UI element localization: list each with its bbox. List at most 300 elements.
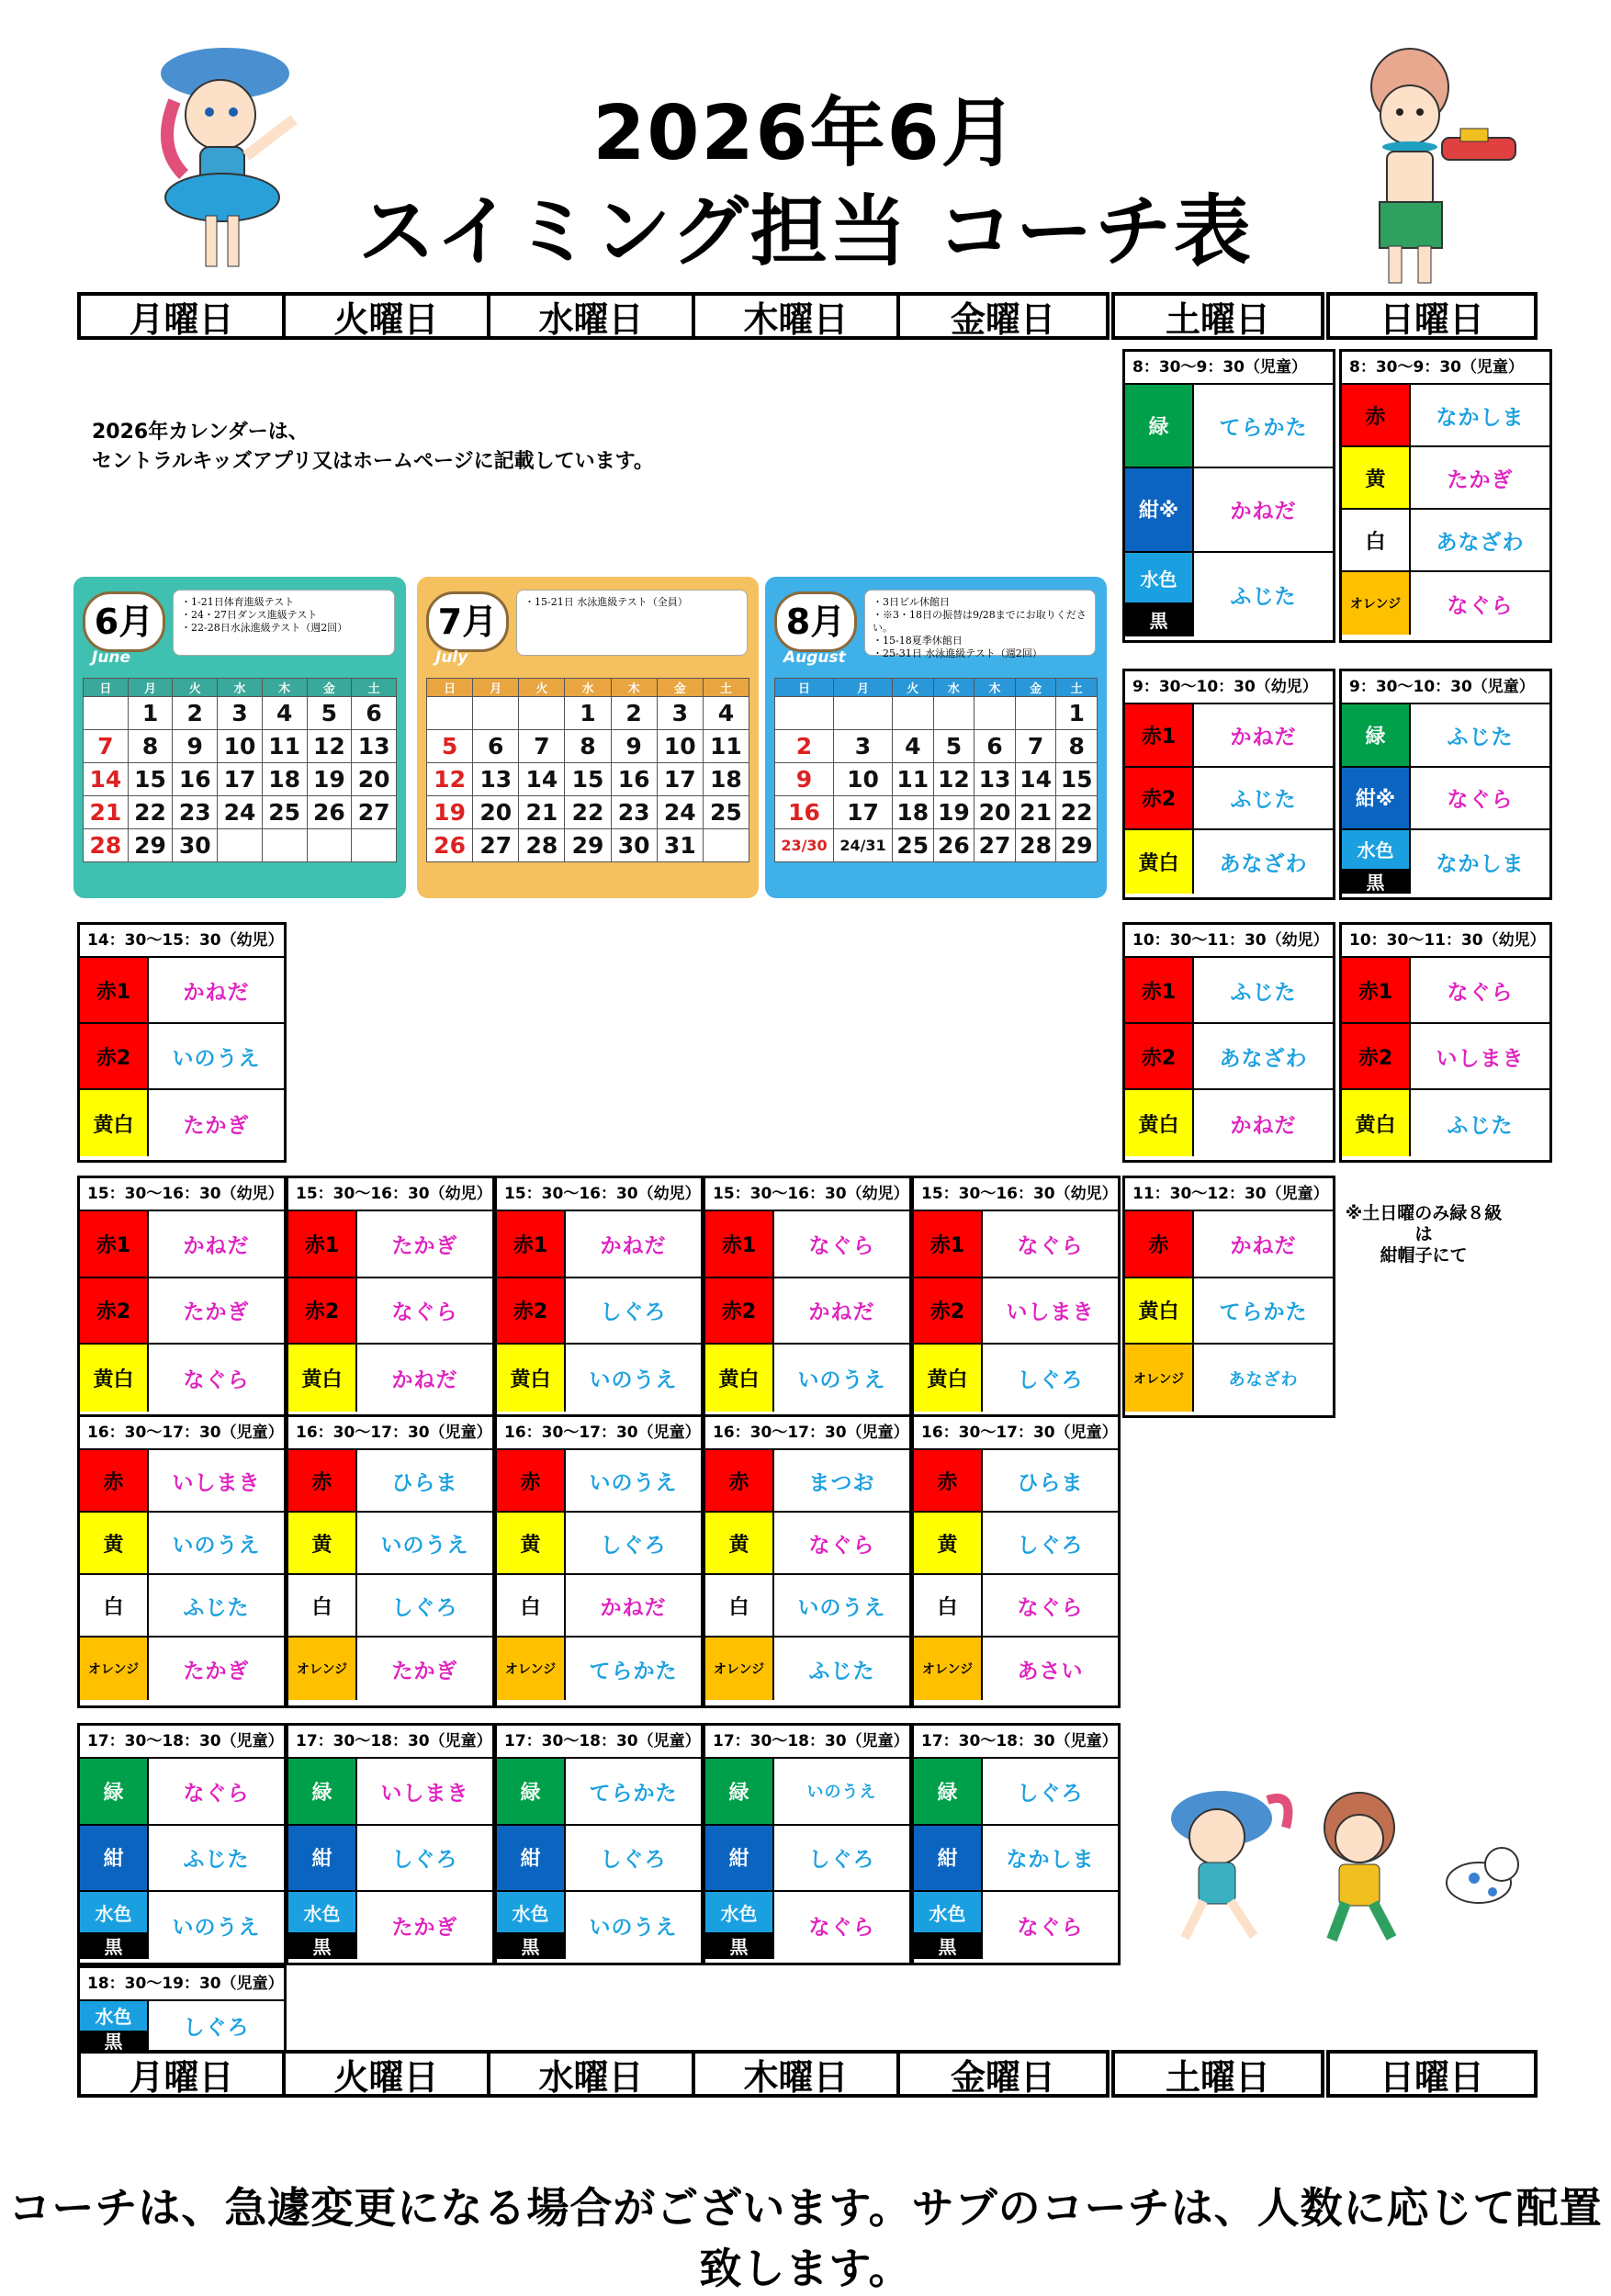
calendar-day: 28 — [84, 829, 129, 862]
calendar-day: 3 — [834, 730, 893, 763]
class-row — [1125, 1090, 1333, 1156]
level-badge: オレンジ — [705, 1638, 772, 1700]
coach-name: なかしま — [1436, 405, 1525, 430]
level-badge: 赤1 — [1125, 958, 1192, 1022]
calendar-note: 2026年カレンダーは、 セントラルキッズアプリ又はホームページに記載しています。 — [92, 421, 654, 473]
coach-name: ふじた — [183, 1848, 250, 1873]
slot-sat-1030 — [1122, 922, 1335, 1163]
level-cell — [80, 1759, 149, 1824]
calendar-day: 13 — [974, 763, 1016, 796]
level-badge: 赤2 — [288, 1278, 355, 1344]
class-row — [1342, 1090, 1549, 1156]
calendar-day: 8 — [1056, 730, 1098, 763]
coach-name: なぐら — [1447, 980, 1514, 1005]
calendar-day — [834, 697, 893, 730]
level-cell — [1342, 830, 1411, 894]
calendar-day: 1 — [128, 697, 173, 730]
calendar-day: 9 — [611, 730, 657, 763]
calendar-day: 14 — [1015, 763, 1056, 796]
coach-name: なぐら — [1017, 1595, 1084, 1620]
level-badge: 白 — [80, 1575, 147, 1636]
coach-name: てらかた — [1219, 416, 1308, 441]
level-cell — [914, 1278, 983, 1344]
level-badge: 紺 — [288, 1826, 355, 1891]
coach-name: いのうえ — [806, 1783, 877, 1803]
class-row — [914, 1345, 1118, 1412]
calendar-day: 18 — [262, 763, 307, 796]
level-badge: 黄白 — [1125, 1090, 1192, 1156]
class-row — [1342, 447, 1549, 510]
class-row — [497, 1575, 701, 1638]
level-badge: 緑 — [288, 1759, 355, 1824]
level-cell — [1125, 385, 1194, 467]
class-row — [705, 1450, 909, 1513]
calendar-day: 2 — [611, 697, 657, 730]
slot-fri-1530 — [911, 1176, 1121, 1418]
level-badge: 黄 — [705, 1513, 772, 1573]
coach-name: いしまき — [1006, 1300, 1095, 1325]
level-cell — [80, 958, 149, 1022]
slot-mon-1530 — [77, 1176, 287, 1418]
class-row — [80, 2001, 284, 2053]
level-badge: オレンジ — [1342, 572, 1409, 635]
level-badge: 紺 — [497, 1826, 564, 1891]
slot-wed-1530 — [494, 1176, 704, 1418]
class-row — [914, 1211, 1118, 1278]
slot-tue-1530 — [286, 1176, 495, 1418]
level-cell — [1125, 958, 1194, 1022]
day-thursday: 木曜日 — [692, 2050, 900, 2098]
class-row — [705, 1575, 909, 1638]
level-cell — [497, 1638, 566, 1700]
calendar-day: 8 — [128, 730, 173, 763]
coach-name: あさい — [1017, 1659, 1084, 1683]
calendar-day: 7 — [84, 730, 129, 763]
calendar-day — [893, 697, 934, 730]
coach-name: たかぎ — [391, 1916, 458, 1941]
calendar-month-label: 6月 — [83, 591, 165, 652]
level-cell — [288, 1892, 357, 1959]
coach-name: あなざわ — [1219, 852, 1308, 877]
calendar-day: 29 — [128, 829, 173, 862]
level-badge: 赤 — [705, 1450, 772, 1511]
coach-name: かねだ — [600, 1233, 667, 1258]
level-cell — [288, 1345, 357, 1412]
class-row — [1342, 768, 1549, 831]
calendar-day: 10 — [218, 730, 263, 763]
level-badge: 黒 — [1125, 602, 1192, 636]
class-row — [1342, 704, 1549, 768]
level-badge: 白 — [914, 1575, 981, 1636]
level-badge: 黄白 — [80, 1345, 147, 1412]
coach-name: たかぎ — [1447, 467, 1514, 492]
level-badge: オレンジ — [914, 1638, 981, 1700]
day-tuesday: 火曜日 — [282, 2050, 490, 2098]
class-row — [497, 1211, 701, 1278]
calendar-day: 5 — [933, 730, 974, 763]
coach-name: しぐろ — [391, 1595, 458, 1620]
level-cell — [705, 1638, 774, 1700]
coach-name: いのうえ — [589, 1368, 678, 1393]
coach-name: かねだ — [1230, 1233, 1297, 1258]
class-row — [914, 1278, 1118, 1345]
level-cell — [1125, 1278, 1194, 1344]
class-row — [1342, 572, 1549, 635]
calendar-day: 6 — [473, 730, 519, 763]
level-badge: 黒 — [705, 1932, 772, 1959]
calendar-day: 9 — [173, 730, 218, 763]
calendar-day: 7 — [519, 730, 565, 763]
class-row — [497, 1345, 701, 1412]
calendar-day: 14 — [84, 763, 129, 796]
coach-name: てらかた — [589, 1781, 678, 1806]
class-row — [80, 958, 284, 1024]
level-cell — [497, 1826, 566, 1891]
calendar-day: 24/31 — [834, 829, 893, 862]
slot-time: 10：30〜11：30（幼児） — [1125, 925, 1333, 958]
class-row — [80, 1759, 284, 1826]
coach-name: かねだ — [183, 980, 250, 1005]
calendar-day — [352, 829, 397, 862]
coach-name: しぐろ — [391, 1848, 458, 1873]
level-badge: 緑 — [705, 1759, 772, 1824]
dolphin-girl-mascot-icon — [138, 37, 312, 285]
level-cell — [914, 1513, 983, 1573]
level-badge: オレンジ — [288, 1638, 355, 1700]
calendar-day: 16 — [775, 796, 834, 829]
coach-name: いのうえ — [797, 1595, 886, 1620]
class-row — [914, 1513, 1118, 1575]
class-row — [497, 1513, 701, 1575]
level-cell — [914, 1759, 983, 1824]
coach-name: たかぎ — [183, 1300, 250, 1325]
calendar-day — [473, 697, 519, 730]
calendar-day — [1015, 697, 1056, 730]
calendar-day: 23 — [611, 796, 657, 829]
level-cell — [80, 1278, 149, 1344]
level-badge: 黄 — [1342, 447, 1409, 508]
level-cell — [288, 1513, 357, 1573]
class-row — [705, 1892, 909, 1959]
calendar-day: 6 — [974, 730, 1016, 763]
slot-time: 17：30〜18：30（児童） — [288, 1726, 492, 1759]
coach-name: いのうえ — [589, 1470, 678, 1495]
calendar-day: 11 — [893, 763, 934, 796]
coach-name: ふじた — [1447, 1113, 1514, 1138]
level-cell — [1125, 1090, 1194, 1156]
slot-wed-1630 — [494, 1414, 704, 1708]
level-badge: 緑 — [80, 1759, 147, 1824]
level-cell — [497, 1513, 566, 1573]
class-row — [1342, 385, 1549, 447]
class-row — [1125, 1345, 1333, 1412]
coach-name: しぐろ — [1017, 1533, 1084, 1558]
level-badge: 赤2 — [705, 1278, 772, 1344]
class-row — [80, 1345, 284, 1412]
calendar-day: 30 — [173, 829, 218, 862]
coach-name: かねだ — [1230, 1113, 1297, 1138]
calendar-month-6 — [73, 577, 406, 898]
footer-notice: コーチは、急遽変更になる場合がございます。サブのコーチは、人数に応じて配置致します。 — [8, 2183, 1603, 2293]
slot-sun-0830 — [1339, 349, 1552, 643]
class-row — [288, 1278, 492, 1345]
class-row — [1342, 830, 1549, 894]
slot-time: 17：30〜18：30（児童） — [80, 1726, 284, 1759]
calendar-day: 19 — [933, 796, 974, 829]
monkey-boy-mascot-icon — [1323, 37, 1534, 294]
calendar-day: 10 — [834, 763, 893, 796]
calendar-day: 2 — [775, 730, 834, 763]
coach-name: いのうえ — [172, 1533, 261, 1558]
level-badge: 紺※ — [1125, 468, 1192, 550]
calendar-day — [933, 697, 974, 730]
level-cell — [1342, 447, 1411, 508]
calendar-grid: 日 月 火 水 木 金 土 1 2 3 4 5 6 7 8 9 10 11 12 13 14 15 16 17 18 19 20 21 22 23/30 24/31 25 26 27 28 29 — [774, 678, 1098, 862]
coach-name: いのうえ — [380, 1533, 469, 1558]
slot-mon-1830 — [77, 1965, 287, 2053]
calendar-month-label: 8月 — [774, 591, 857, 652]
slot-time: 15：30〜16：30（幼児） — [288, 1178, 492, 1211]
calendar-day — [775, 697, 834, 730]
class-row — [1125, 553, 1333, 636]
calendar-day: 22 — [565, 796, 611, 829]
level-badge: 水色 — [497, 1892, 564, 1932]
calendar-day: 13 — [352, 730, 397, 763]
calendar-day: 26 — [933, 829, 974, 862]
coach-name: ふじた — [183, 1595, 250, 1620]
slot-time: 16：30〜17：30（児童） — [914, 1417, 1118, 1450]
level-cell — [497, 1211, 566, 1277]
slot-mon-1430 — [77, 922, 287, 1163]
level-badge: オレンジ — [1125, 1345, 1192, 1412]
level-cell — [1342, 1024, 1411, 1088]
class-row — [497, 1892, 701, 1959]
slot-time: 17：30〜18：30（児童） — [497, 1726, 701, 1759]
class-row — [1342, 958, 1549, 1024]
level-cell — [497, 1759, 566, 1824]
slot-sat-0930 — [1122, 669, 1335, 900]
level-cell — [80, 1450, 149, 1511]
calendar-month-7 — [417, 577, 759, 898]
level-badge: 赤1 — [1125, 704, 1192, 766]
calendar-day: 12 — [307, 730, 352, 763]
level-cell — [914, 1345, 983, 1412]
slot-time: 16：30〜17：30（児童） — [705, 1417, 909, 1450]
calendar-day: 21 — [1015, 796, 1056, 829]
calendar-day — [84, 697, 129, 730]
coach-name: てらかた — [589, 1659, 678, 1683]
calendar-grid: 日 月 火 水 木 金 土 1 2 3 4 5 6 7 8 9 10 11 12 13 14 15 16 17 18 19 20 21 22 23 24 25 26 27 28 29 30 — [83, 678, 397, 862]
level-cell — [1342, 958, 1411, 1022]
class-row — [705, 1826, 909, 1893]
class-row — [80, 1090, 284, 1156]
class-row — [497, 1278, 701, 1345]
calendar-day: 5 — [307, 697, 352, 730]
level-cell — [497, 1345, 566, 1412]
day-friday: 金曜日 — [896, 2050, 1110, 2098]
weekday-header-bottom — [77, 2050, 1534, 2098]
calendar-day: 27 — [352, 796, 397, 829]
class-row — [288, 1892, 492, 1959]
coach-name: たかぎ — [391, 1233, 458, 1258]
day-friday: 金曜日 — [896, 292, 1110, 340]
calendar-day: 20 — [473, 796, 519, 829]
class-row — [497, 1826, 701, 1893]
day-monday: 月曜日 — [77, 292, 286, 340]
level-cell — [705, 1575, 774, 1636]
coach-name: しぐろ — [600, 1848, 667, 1873]
level-cell — [80, 1575, 149, 1636]
coach-name: なぐら — [183, 1368, 250, 1393]
day-sunday: 日曜日 — [1326, 292, 1538, 340]
slot-fri-1730 — [911, 1723, 1121, 1965]
level-badge: 黒 — [80, 2031, 147, 2050]
level-cell — [1342, 572, 1411, 635]
level-cell — [914, 1450, 983, 1511]
slot-time: 15：30〜16：30（幼児） — [497, 1178, 701, 1211]
level-badge: 白 — [497, 1575, 564, 1636]
class-row — [288, 1826, 492, 1893]
class-row — [288, 1513, 492, 1575]
class-row — [1125, 958, 1333, 1024]
level-cell — [914, 1638, 983, 1700]
slot-time: 8：30〜9：30（児童） — [1342, 352, 1549, 385]
level-badge: 赤1 — [497, 1211, 564, 1277]
calendar-day: 3 — [218, 697, 263, 730]
level-badge: オレンジ — [497, 1638, 564, 1700]
calendar-grid: 日 月 火 水 木 金 土 1 2 3 4 5 6 7 8 9 10 11 12 13 14 15 16 17 18 19 20 21 22 23 24 25 26 27 28 29 30 31 — [426, 678, 749, 862]
coach-name: いのうえ — [172, 1046, 261, 1071]
calendar-day: 26 — [427, 829, 473, 862]
coach-name: なかしま — [1436, 852, 1525, 877]
calendar-day — [519, 697, 565, 730]
calendar-month-english: July — [435, 648, 468, 667]
day-monday: 月曜日 — [77, 2050, 286, 2098]
class-row — [1125, 704, 1333, 768]
coach-name: たかぎ — [183, 1659, 250, 1683]
calendar-day: 17 — [657, 763, 703, 796]
level-badge: 黄 — [80, 1513, 147, 1573]
class-row — [1125, 1024, 1333, 1090]
class-row — [1125, 768, 1333, 831]
class-row — [914, 1575, 1118, 1638]
level-cell — [1342, 510, 1411, 570]
coach-name: ふじた — [1230, 584, 1297, 609]
calendar-day: 17 — [218, 763, 263, 796]
level-cell — [497, 1450, 566, 1511]
level-cell — [80, 2001, 149, 2053]
level-cell — [1125, 704, 1194, 766]
level-cell — [705, 1345, 774, 1412]
level-badge: 赤 — [1342, 385, 1409, 445]
level-cell — [288, 1759, 357, 1824]
coach-name: かねだ — [808, 1300, 875, 1325]
calendar-day: 18 — [893, 796, 934, 829]
level-badge: 黄白 — [288, 1345, 355, 1412]
level-cell — [288, 1638, 357, 1700]
coach-name: なぐら — [1447, 593, 1514, 618]
level-badge: 赤1 — [705, 1211, 772, 1277]
coach-name: ひらま — [391, 1470, 458, 1495]
level-cell — [80, 1826, 149, 1891]
level-badge: 黄白 — [1125, 1278, 1192, 1344]
level-badge: 赤2 — [80, 1278, 147, 1344]
level-badge: 黄白 — [914, 1345, 981, 1412]
level-cell — [1125, 830, 1194, 894]
calendar-day: 15 — [128, 763, 173, 796]
calendar-day: 23 — [173, 796, 218, 829]
level-cell — [1342, 704, 1411, 766]
calendar-day: 23/30 — [775, 829, 834, 862]
level-cell — [80, 1513, 149, 1573]
level-cell — [1125, 468, 1194, 550]
calendar-day: 29 — [565, 829, 611, 862]
day-thursday: 木曜日 — [692, 292, 900, 340]
coach-name: いしまき — [1436, 1046, 1525, 1071]
calendar-day: 1 — [1056, 697, 1098, 730]
slot-time: 15：30〜16：30（幼児） — [80, 1178, 284, 1211]
level-cell — [1125, 768, 1194, 829]
class-row — [497, 1638, 701, 1700]
level-badge: 黄白 — [80, 1090, 147, 1156]
level-badge: 紺 — [705, 1826, 772, 1891]
coach-name: なぐら — [1017, 1916, 1084, 1941]
calendar-day: 28 — [1015, 829, 1056, 862]
calendar-day: 21 — [84, 796, 129, 829]
coach-name: しぐろ — [600, 1533, 667, 1558]
level-badge: 赤1 — [80, 1211, 147, 1277]
class-row — [80, 1278, 284, 1345]
slot-sat-1130 — [1122, 1176, 1335, 1418]
page-title-month: 2026年6月 — [592, 90, 1019, 177]
class-row — [288, 1759, 492, 1826]
calendar-day — [427, 697, 473, 730]
calendar-day: 14 — [519, 763, 565, 796]
class-row — [705, 1345, 909, 1412]
level-cell — [80, 1892, 149, 1959]
coach-name: かねだ — [1230, 725, 1297, 749]
slot-time: 16：30〜17：30（児童） — [497, 1417, 701, 1450]
calendar-day — [307, 829, 352, 862]
class-row — [705, 1759, 909, 1826]
calendar-day: 11 — [703, 730, 749, 763]
level-badge: 水色 — [80, 2001, 147, 2031]
class-row — [288, 1211, 492, 1278]
coach-name: かねだ — [1230, 500, 1297, 524]
calendar-day: 3 — [657, 697, 703, 730]
level-badge: 水色 — [80, 1892, 147, 1932]
slot-mon-1630 — [77, 1414, 287, 1708]
level-cell — [1342, 1090, 1411, 1156]
slot-time: 8：30〜9：30（児童） — [1125, 352, 1333, 385]
level-cell — [705, 1278, 774, 1344]
level-cell — [705, 1513, 774, 1573]
slot-time: 14：30〜15：30（幼児） — [80, 925, 284, 958]
class-row — [1342, 1024, 1549, 1090]
calendar-day: 28 — [519, 829, 565, 862]
class-row — [1125, 1278, 1333, 1345]
level-badge: 緑 — [1342, 704, 1409, 766]
coach-name: しぐろ — [808, 1848, 875, 1873]
level-cell — [288, 1826, 357, 1891]
calendar-day: 29 — [1056, 829, 1098, 862]
coach-name: ひらま — [1017, 1470, 1084, 1495]
level-cell — [497, 1575, 566, 1636]
level-badge: 黄白 — [705, 1345, 772, 1412]
calendar-day: 7 — [1015, 730, 1056, 763]
calendar-day: 19 — [427, 796, 473, 829]
level-badge: 赤 — [1125, 1211, 1192, 1277]
